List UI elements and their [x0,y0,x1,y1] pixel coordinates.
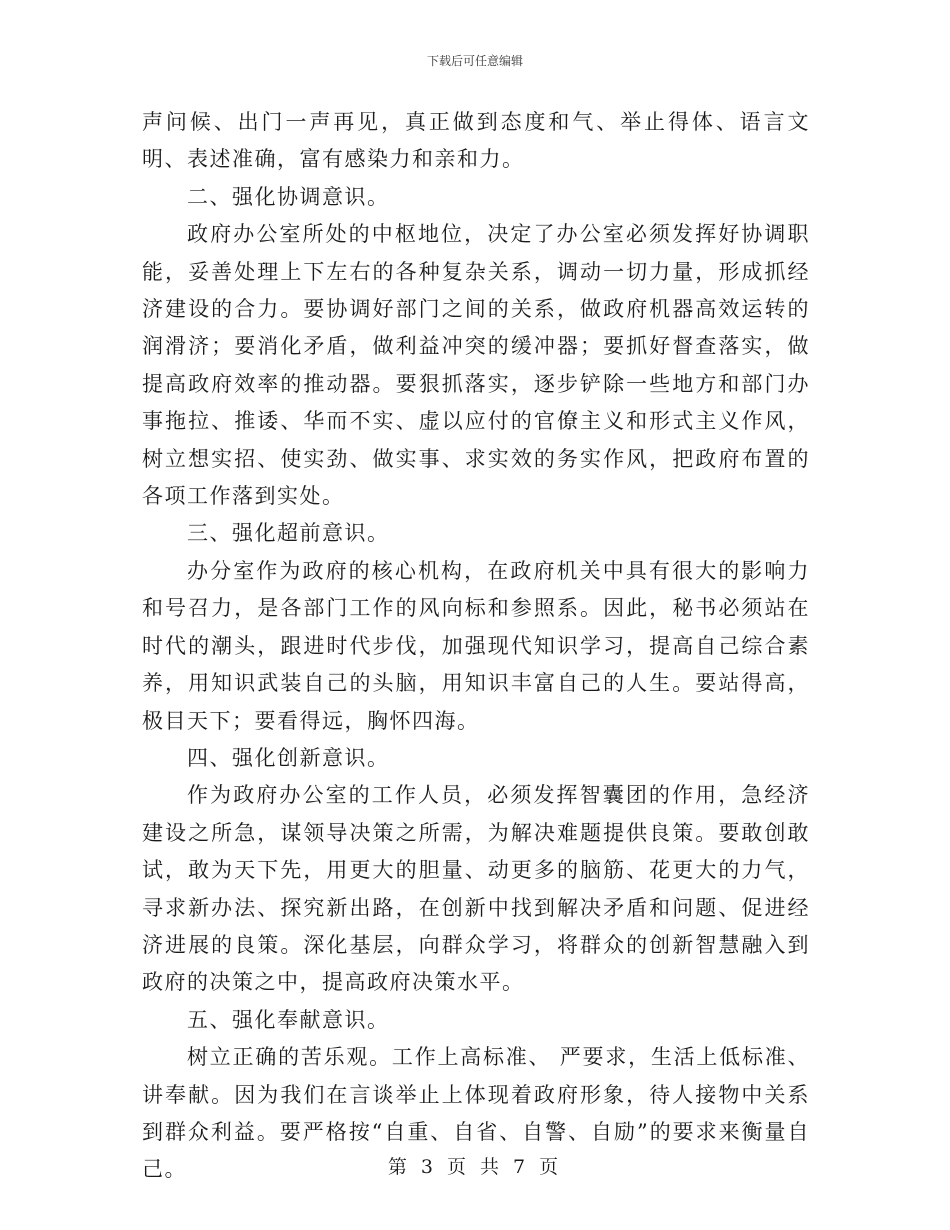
paragraph-foresight: 办分室作为政府的核心机构，在政府机关中具有很大的影响力和号召力，是各部门工作的风向标和参照系。因此，秘书必须站在时代的潮头，跟进时代步伐，加强现代知识学习，提高自己综合素养，用知识武装自己的头脑，用知识丰富自己的人生。要站得高，极目天下；要看得远，胸怀四海。 [142,558,810,733]
paragraph-innovation: 作为政府办公室的工作人员，必须发挥智囊团的作用，急经济建设之所急，谋领导决策之所需，为解决难题提供良策。要敢创敢试，敢为天下先，用更大的胆量、动更多的脑筋、花更大的力气，寻求新办法、探究新出路，在创新中找到解决矛盾和问题、促进经济进展的良策。深化基层，向群众学习，将群众的创新智慧融入到政府的决策之中，提高政府决策水平。 [142,783,810,995]
paragraph-coordination: 政府办公室所处的中枢地位，决定了办公室必须发挥好协调职能，妥善处理上下左右的各种复杂关系，调动一切力量，形成抓经济建设的合力。要协调好部门之间的关系，做政府机器高效运转的润滑济；要消化矛盾，做利益冲突的缓冲器；要抓好督查落实，做提高政府效率的推动器。要狠抓落实，逐步铲除一些地方和部门办事拖拉、推诿、华而不实、虚以应付的官僚主义和形式主义作风，树立想实招、使实劲、做实事、求实效的务实作风，把政府布置的各项工作落到实处。 [142,222,810,509]
header-note: 下载后可任意编辑 [426,54,523,68]
section-heading-innovation: 四、强化创新意识。 [187,745,390,770]
paragraph-dedication: 树立正确的苦乐观。工作上高标准、 严要求，生活上低标准、讲奉献。因为我们在言谈举止上体现着政府形象，待人接物中关系到群众利益。要严格按“自重、自省、自警、自励”的要求来衡量自己。 [142,1045,810,1182]
document-body [142,104,810,1189]
page-number: 第 3 页 共 7 页 [387,1156,563,1178]
section-heading-foresight: 三、强化超前意识。 [187,521,390,546]
paragraph-continuation: 声问候、出门一声再见，真正做到态度和气、举止得体、语言文明、表述准确，富有感染力和亲和力。 [142,110,810,172]
section-heading-dedication: 五、强化奉献意识。 [187,1007,390,1032]
section-heading-coordination: 二、强化协调意识。 [187,184,390,209]
